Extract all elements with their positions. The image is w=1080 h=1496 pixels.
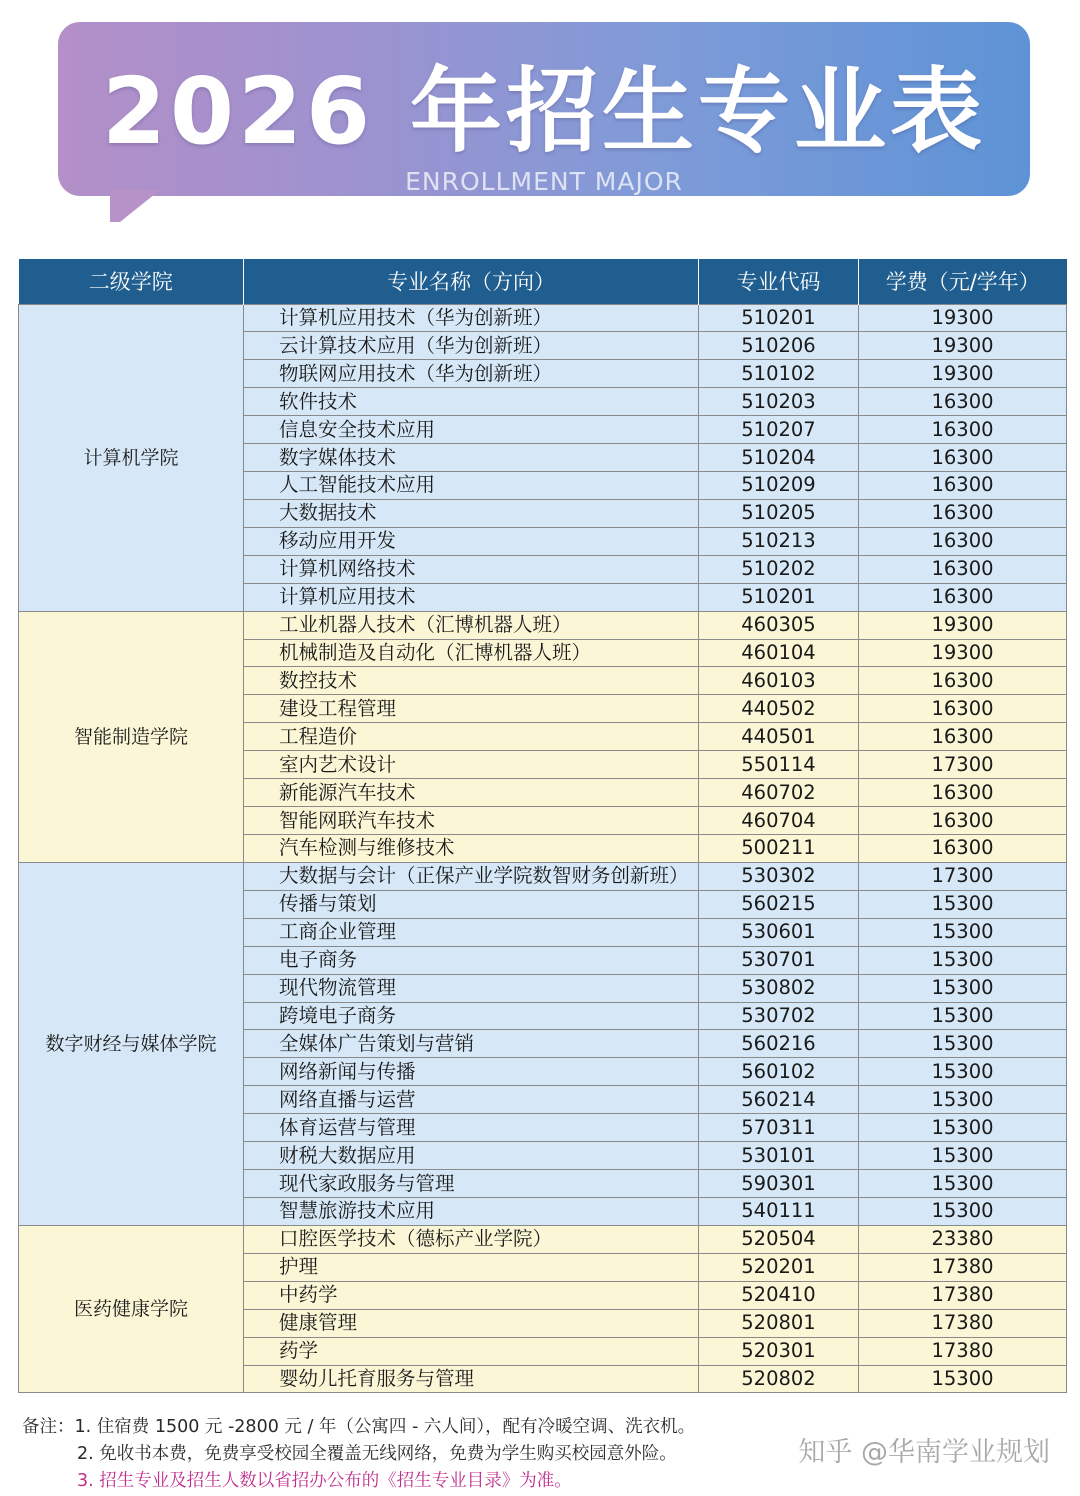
tuition-cell: 17380 [859, 1253, 1067, 1281]
tuition-cell: 16300 [859, 416, 1067, 444]
major-name-cell: 财税大数据应用 [244, 1142, 699, 1170]
footnotes [22, 1414, 695, 1495]
major-name-cell: 新能源汽车技术 [244, 779, 699, 807]
tuition-cell: 16300 [859, 583, 1067, 611]
major-code-cell: 510201 [699, 583, 859, 611]
tuition-cell: 16300 [859, 695, 1067, 723]
tuition-cell: 15300 [859, 890, 1067, 918]
header-tuition: 学费（元/学年） [859, 259, 1067, 304]
tuition-cell: 15300 [859, 1198, 1067, 1226]
major-name-cell: 移动应用开发 [244, 527, 699, 555]
tuition-cell: 17380 [859, 1309, 1067, 1337]
tuition-cell: 16300 [859, 527, 1067, 555]
major-name-cell: 现代物流管理 [244, 974, 699, 1002]
tuition-cell: 16300 [859, 807, 1067, 835]
tuition-cell: 19300 [859, 360, 1067, 388]
major-name-cell: 电子商务 [244, 946, 699, 974]
major-name-cell: 健康管理 [244, 1309, 699, 1337]
title-banner [58, 22, 1030, 196]
major-code-cell: 530701 [699, 946, 859, 974]
tuition-cell: 15300 [859, 946, 1067, 974]
note-line-1 [22, 1414, 695, 1441]
note-text-3: 3. 招生专业及招生人数以省招办公布的《招生专业目录》为准。 [77, 1471, 572, 1491]
tuition-cell: 15300 [859, 1142, 1067, 1170]
major-code-cell: 510202 [699, 555, 859, 583]
table-row [19, 1225, 1067, 1253]
tuition-cell: 16300 [859, 723, 1067, 751]
tuition-cell: 19300 [859, 304, 1067, 332]
major-name-cell: 工业机器人技术（汇博机器人班） [244, 611, 699, 639]
major-code-cell: 510201 [699, 304, 859, 332]
tuition-cell: 17300 [859, 751, 1067, 779]
tuition-cell: 19300 [859, 611, 1067, 639]
tuition-cell: 15300 [859, 1114, 1067, 1142]
tuition-cell: 15300 [859, 1030, 1067, 1058]
tuition-cell: 16300 [859, 667, 1067, 695]
major-code-cell: 520802 [699, 1365, 859, 1393]
college-cell: 计算机学院 [19, 304, 244, 611]
major-name-cell: 云计算技术应用（华为创新班） [244, 332, 699, 360]
major-code-cell: 510207 [699, 416, 859, 444]
major-name-cell: 计算机网络技术 [244, 555, 699, 583]
major-name-cell: 汽车检测与维修技术 [244, 835, 699, 863]
major-code-cell: 550114 [699, 751, 859, 779]
table-header [19, 259, 1067, 304]
tuition-cell: 23380 [859, 1225, 1067, 1253]
tuition-cell: 16300 [859, 779, 1067, 807]
tuition-cell: 15300 [859, 918, 1067, 946]
major-code-cell: 560102 [699, 1058, 859, 1086]
major-name-cell: 婴幼儿托育服务与管理 [244, 1365, 699, 1393]
major-name-cell: 信息安全技术应用 [244, 416, 699, 444]
tuition-cell: 15300 [859, 1086, 1067, 1114]
major-name-cell: 建设工程管理 [244, 695, 699, 723]
tuition-cell: 15300 [859, 974, 1067, 1002]
major-name-cell: 软件技术 [244, 388, 699, 416]
major-name-cell: 物联网应用技术（华为创新班） [244, 360, 699, 388]
major-code-cell: 520801 [699, 1309, 859, 1337]
major-code-cell: 520201 [699, 1253, 859, 1281]
major-name-cell: 工程造价 [244, 723, 699, 751]
major-code-cell: 530101 [699, 1142, 859, 1170]
header-major-code: 专业代码 [699, 259, 859, 304]
major-code-cell: 510102 [699, 360, 859, 388]
tuition-cell: 16300 [859, 444, 1067, 472]
major-name-cell: 数控技术 [244, 667, 699, 695]
college-cell: 医药健康学院 [19, 1225, 244, 1393]
table-row [19, 862, 1067, 890]
major-code-cell: 510204 [699, 444, 859, 472]
tuition-cell: 17380 [859, 1281, 1067, 1309]
enrollment-table [18, 259, 1067, 1393]
header-college: 二级学院 [19, 259, 244, 304]
major-code-cell: 510205 [699, 499, 859, 527]
banner-speech-tail [110, 190, 160, 222]
major-name-cell: 机械制造及自动化（汇博机器人班） [244, 639, 699, 667]
major-code-cell: 440501 [699, 723, 859, 751]
note-text-1: 1. 住宿费 1500 元 -2800 元 / 年（公寓四 - 六人间），配有冷暖空调、洗衣机。 [74, 1417, 696, 1437]
tuition-cell: 16300 [859, 472, 1067, 500]
tuition-cell: 19300 [859, 639, 1067, 667]
major-name-cell: 药学 [244, 1337, 699, 1365]
major-name-cell: 全媒体广告策划与营销 [244, 1030, 699, 1058]
tuition-cell: 16300 [859, 835, 1067, 863]
major-code-cell: 460704 [699, 807, 859, 835]
tuition-cell: 19300 [859, 332, 1067, 360]
major-name-cell: 中药学 [244, 1281, 699, 1309]
major-code-cell: 460702 [699, 779, 859, 807]
page-subtitle: ENROLLMENT MAJOR [405, 167, 683, 196]
tuition-cell: 17300 [859, 862, 1067, 890]
major-code-cell: 440502 [699, 695, 859, 723]
major-name-cell: 体育运营与管理 [244, 1114, 699, 1142]
major-code-cell: 560216 [699, 1030, 859, 1058]
major-name-cell: 网络新闻与传播 [244, 1058, 699, 1086]
note-prefix: 备注： [22, 1417, 75, 1437]
major-name-cell: 口腔医学技术（德标产业学院） [244, 1225, 699, 1253]
major-code-cell: 560214 [699, 1086, 859, 1114]
major-name-cell: 大数据与会计（正保产业学院数智财务创新班） [244, 862, 699, 890]
major-code-cell: 530702 [699, 1002, 859, 1030]
major-code-cell: 500211 [699, 835, 859, 863]
major-name-cell: 跨境电子商务 [244, 1002, 699, 1030]
tuition-cell: 16300 [859, 499, 1067, 527]
tuition-cell: 15300 [859, 1058, 1067, 1086]
major-code-cell: 520410 [699, 1281, 859, 1309]
major-code-cell: 460305 [699, 611, 859, 639]
major-name-cell: 大数据技术 [244, 499, 699, 527]
table-row [19, 304, 1067, 332]
major-code-cell: 520504 [699, 1225, 859, 1253]
header-major-name: 专业名称（方向） [244, 259, 699, 304]
major-code-cell: 560215 [699, 890, 859, 918]
major-name-cell: 智慧旅游技术应用 [244, 1198, 699, 1226]
tuition-cell: 16300 [859, 555, 1067, 583]
major-name-cell: 网络直播与运营 [244, 1086, 699, 1114]
college-cell: 数字财经与媒体学院 [19, 862, 244, 1225]
major-code-cell: 540111 [699, 1198, 859, 1226]
major-name-cell: 护理 [244, 1253, 699, 1281]
table-body [19, 304, 1067, 1393]
major-name-cell: 室内艺术设计 [244, 751, 699, 779]
tuition-cell: 17380 [859, 1337, 1067, 1365]
major-code-cell: 510206 [699, 332, 859, 360]
tuition-cell: 15300 [859, 1365, 1067, 1393]
page-title: 2026 年招生专业表 [101, 58, 987, 165]
major-code-cell: 530601 [699, 918, 859, 946]
major-code-cell: 520301 [699, 1337, 859, 1365]
table-row [19, 611, 1067, 639]
tuition-cell: 15300 [859, 1002, 1067, 1030]
major-code-cell: 460103 [699, 667, 859, 695]
major-name-cell: 智能网联汽车技术 [244, 807, 699, 835]
major-code-cell: 510203 [699, 388, 859, 416]
tuition-cell: 16300 [859, 388, 1067, 416]
major-name-cell: 传播与策划 [244, 890, 699, 918]
major-name-cell: 人工智能技术应用 [244, 472, 699, 500]
major-code-cell: 510209 [699, 472, 859, 500]
major-code-cell: 530802 [699, 974, 859, 1002]
major-name-cell: 数字媒体技术 [244, 444, 699, 472]
note-text-2: 2. 免收书本费，免费享受校园全覆盖无线网络，免费为学生购买校园意外险。 [77, 1444, 677, 1464]
major-code-cell: 460104 [699, 639, 859, 667]
tuition-cell: 15300 [859, 1170, 1067, 1198]
major-code-cell: 590301 [699, 1170, 859, 1198]
college-cell: 智能制造学院 [19, 611, 244, 862]
major-code-cell: 530302 [699, 862, 859, 890]
watermark: 知乎 @华南学业规划 [798, 1437, 1050, 1468]
major-name-cell: 现代家政服务与管理 [244, 1170, 699, 1198]
major-name-cell: 工商企业管理 [244, 918, 699, 946]
major-name-cell: 计算机应用技术（华为创新班） [244, 304, 699, 332]
major-code-cell: 510213 [699, 527, 859, 555]
major-code-cell: 570311 [699, 1114, 859, 1142]
major-name-cell: 计算机应用技术 [244, 583, 699, 611]
